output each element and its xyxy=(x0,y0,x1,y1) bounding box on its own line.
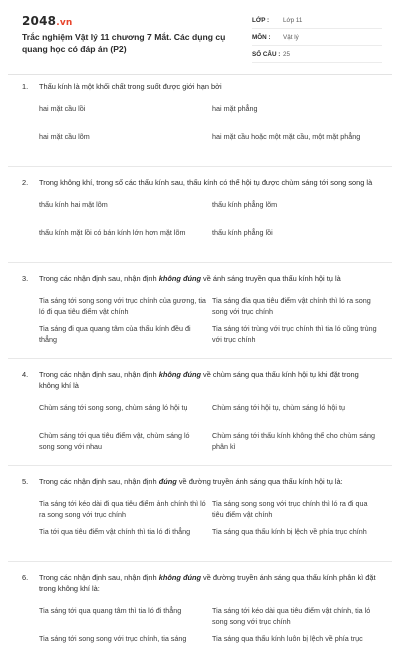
question-number: 1. xyxy=(22,82,29,91)
answer-option[interactable]: hai mặt cầu lồi xyxy=(39,104,86,113)
meta-row-class xyxy=(252,12,382,29)
question-text: Trong các nhận định sau, nhận định không đúng về chùm sáng qua thấu kính hội tụ khi đặt trong không khí là xyxy=(39,370,359,390)
answer-option[interactable]: thấu kính hai mặt lõm xyxy=(39,200,108,209)
question-2 xyxy=(0,177,400,263)
answer-option[interactable]: hai mặt cầu hoặc một mặt cầu, một mặt phẳng xyxy=(212,132,361,141)
answer-option[interactable]: Tia sáng song song với trục chính thì ló ra đi qua tiêu điểm vật chính xyxy=(212,499,368,519)
question-text: Trong các nhận định sau, nhận định không đúng về đường truyền ánh sáng qua thấu kính phân kì đặt trong không khí là: xyxy=(39,573,376,593)
question-5 xyxy=(0,476,400,562)
meta-row-count xyxy=(252,46,382,63)
answer-option[interactable]: Chùm sáng tới thấu kính không thể cho chùm sáng phân kì xyxy=(212,431,375,451)
question-3 xyxy=(0,273,400,359)
answer-option[interactable]: hai mặt cầu lõm xyxy=(39,132,90,141)
meta-key: LỚP : xyxy=(252,16,270,24)
meta-row-subject xyxy=(252,29,382,46)
answer-option[interactable]: Chùm sáng tới song song, chùm sáng ló hội tụ xyxy=(39,403,188,412)
question-number: 2. xyxy=(22,178,29,187)
answer-option[interactable]: Tia sáng qua thấu kính bị lệch về phía trục chính xyxy=(212,527,367,536)
answer-option[interactable]: Tia sáng đi qua quang tâm của thấu kính đều đi thẳng xyxy=(39,324,191,344)
exam-title: Trắc nghiệm Vật lý 11 chương 7 Mắt. Các dụng cụ quang học có đáp án (P2) xyxy=(22,32,226,54)
meta-value: 25 xyxy=(283,50,291,58)
question-6 xyxy=(0,572,400,662)
question-divider xyxy=(8,561,392,562)
answer-option[interactable]: Tia sáng tới song song với trục chính của gương, tia ló đi qua tiêu điểm vật chính xyxy=(39,296,206,316)
answer-option[interactable]: Tia sáng đia qua tiêu điểm vật chính thì ló ra song song với trục chính xyxy=(212,296,371,316)
question-divider xyxy=(8,465,392,466)
answer-option[interactable]: Tia tới qua tiêu điểm vật chính thì tia ló đi thẳng xyxy=(39,527,191,536)
site-logo[interactable]: 2048.vn xyxy=(22,14,73,28)
header xyxy=(0,0,400,72)
question-1 xyxy=(0,81,400,167)
answer-options xyxy=(39,606,380,662)
question-number: 3. xyxy=(22,274,29,283)
header-divider xyxy=(8,74,392,75)
answer-option[interactable]: thấu kính mặt lồi có bán kính lớn hơn mặt lõm xyxy=(39,228,186,237)
exam-meta xyxy=(252,12,382,63)
answer-options xyxy=(39,200,380,256)
question-text: Trong các nhận định sau, nhận định không đúng về ánh sáng truyền qua thấu kính hội tụ là xyxy=(39,274,341,283)
answer-option[interactable]: Tia sáng tới kéo dài đi qua tiêu điểm ảnh chính thì ló ra song song với trục chính xyxy=(39,499,206,519)
meta-key: SỐ CÂU : xyxy=(252,50,281,58)
question-text: Trong các nhận định sau, nhận định đúng về đường truyền ánh sáng qua thấu kính hội tụ là: xyxy=(39,477,343,486)
meta-value: Vật lý xyxy=(283,33,299,41)
answer-option[interactable]: Tia sáng qua thấu kính luôn bị lệch về phía trục xyxy=(212,634,363,643)
question-number: 4. xyxy=(22,370,29,379)
question-text: Trong không khí, trong số các thấu kính sau, thấu kính có thể hội tụ được chùm sáng tới song song là xyxy=(39,178,373,187)
question-4 xyxy=(0,369,400,466)
answer-option[interactable]: Chùm sáng tới qua tiêu điểm vật, chùm sáng ló song song với nhau xyxy=(39,431,190,451)
question-list xyxy=(0,81,400,668)
question-number: 6. xyxy=(22,573,29,582)
answer-option[interactable]: thấu kính phẳng lõm xyxy=(212,200,278,209)
meta-key: MÔN : xyxy=(252,33,271,41)
meta-value: Lớp 11 xyxy=(283,16,303,24)
answer-option[interactable]: Tia sáng tới qua quang tâm thì tia ló đi thẳng xyxy=(39,606,182,615)
question-divider xyxy=(8,262,392,263)
answer-option[interactable]: Tia sáng tới song song với trục chính, tia sáng xyxy=(39,634,187,643)
question-text: Thấu kính là một khối chất trong suốt được giới hạn bởi xyxy=(39,82,222,91)
question-number: 5. xyxy=(22,477,29,486)
answer-options xyxy=(39,499,380,555)
answer-option[interactable]: Tia sáng tới trùng với trục chính thì tia ló cũng trùng với trục chính xyxy=(212,324,377,344)
answer-options xyxy=(39,403,380,459)
answer-option[interactable]: hai mặt phẳng xyxy=(212,104,258,113)
question-divider xyxy=(8,166,392,167)
answer-option[interactable]: thấu kính phẳng lồi xyxy=(212,228,273,237)
question-divider xyxy=(8,358,392,359)
answer-option[interactable]: Tia sáng tới kéo dài qua tiêu điểm vật chính, tia ló song song với trục chính xyxy=(212,606,371,626)
answer-option[interactable]: Chùm sáng tới hội tụ, chùm sáng ló hội tụ xyxy=(212,403,345,412)
answer-options xyxy=(39,104,380,160)
answer-options xyxy=(39,296,380,352)
